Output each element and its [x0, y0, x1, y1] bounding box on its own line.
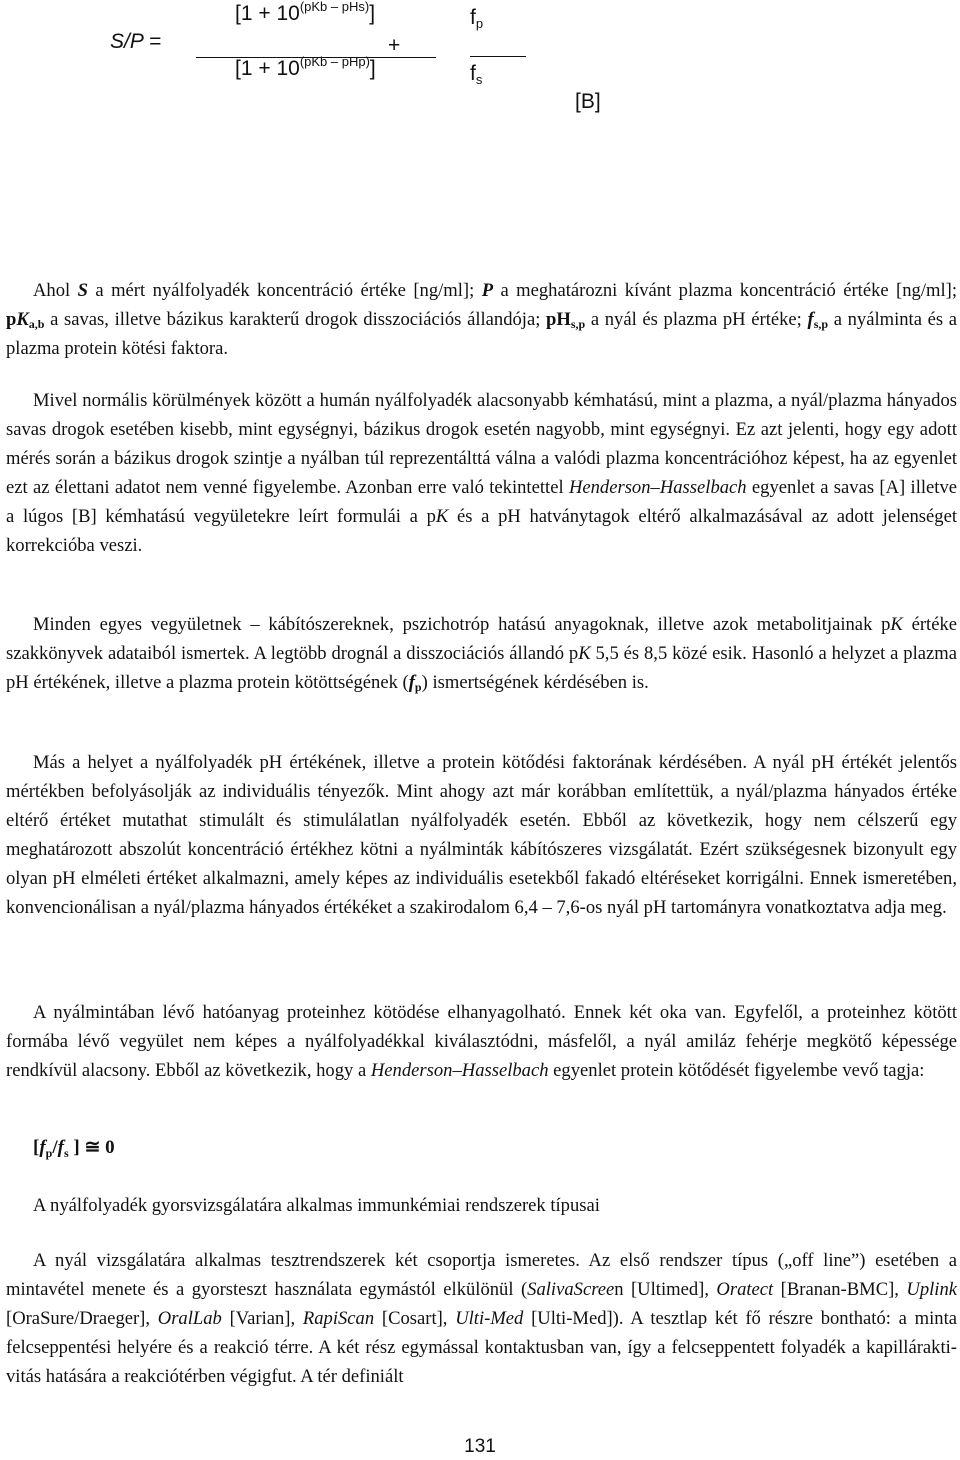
formula-sp-label [110, 30, 161, 54]
formula-bot-open: [1 + 10 [235, 57, 300, 80]
p2-henderson-hasselbach: Henderson–Hasselbach [568, 477, 747, 498]
p7-text-3: [Branan-BMC], [773, 1279, 907, 1300]
p3-symbol-f: f [408, 672, 415, 693]
p3-symbol-k1: K [890, 614, 903, 635]
p1-text-6: a nyálminta és a plazma protein kötési faktora. [6, 309, 958, 359]
p1-text-1: Ahol [33, 280, 78, 301]
p5-text-2: egyenlet protein kötődését figyelembe vevő tagja: [548, 1060, 925, 1081]
formula-block [0, 0, 960, 130]
eq2-f1: f [39, 1137, 46, 1158]
p5-henderson-hasselbach: Henderson–Hasselbach [370, 1060, 549, 1081]
eq2-approx: ≅ 0 [79, 1137, 115, 1158]
formula-plus: + [388, 34, 401, 57]
p7-brand-oratect: Oratect [716, 1279, 774, 1300]
p1-symbol-f: f [807, 309, 814, 330]
section-heading: A nyálfolyadék gyorsvizsgálatára alkalmas immunkémiai rendszerek típusai [33, 1195, 600, 1216]
eq2-f2: f [57, 1137, 64, 1158]
formula-top-close: ] [369, 2, 376, 25]
p5-text-1: A nyálmintában lévő hatóanyag proteinhez kötödése elhanyagolható. Ennek két oka van. Egyfelől, a proteinhez kötött formába lévő vegyület nem képes a nyálfolyadékkal kiválasztódni, másfelől, a nyál amiláz fehérje megkötő képessége rendkívül alacsony. Ebből az következik, hogy a [6, 1002, 957, 1081]
p2-text-2: egyenlet a savas [A] illetve a lúgos [B] kémhatású vegyületekre leírt formulái a p [6, 477, 958, 527]
formula-top-exponent: (pKb – pHs) [299, 0, 370, 14]
p1-text-5: a nyál és plazma pH értéke; [585, 309, 808, 330]
p7-text-7: [Ulti-Med]). A tesztlap két fő részre bontható: a minta felcseppentési helyére és a reakció térre. A két rész egymással kontaktusban van, így a felcseppentett folyadék a kapilláraktivitás hatására a reakciótérben végigfut. A tér definiált [6, 1308, 958, 1387]
eq2-sub1: p [45, 1146, 53, 1160]
p1-symbol-ph: pH [546, 309, 571, 330]
paragraph-saliva-ph: Más a helyet a nyálfolyadék pH értékének, illetve a protein kötődési faktorának kérdésében. A nyál pH értékét jelentős mértékben befolyásolják az individuális tényezők. Mint ahogy azt már korábban említettük, a nyál/plazma hányados értéke eltérő értéket mutathat stimulált és stimulálatlan nyálfolyadék esetén. Ebből az következik, hogy nem célszerű egy meghatározott abszolút koncentráció értékhez kötni a nyálminták kábítószeres vizsgálatát. Ezért szükségesnek bizonyult egy olyan pH elméleti értéket alkalmazni, amely képes az individuális esetekből fakadó eltéréseket korrigálni. Ennek ismeretében, konvencionálisan a nyál/plazma hányados értékéket a szakirodalom 6,4 – 7,6-os nyál pH tartományra vonatkoztatva adja meg. [6, 752, 957, 918]
p7-text-4: [OraSure/Draeger], [6, 1308, 158, 1329]
formula-fs [470, 62, 482, 86]
formula-sp-text: S/P = [110, 30, 162, 53]
formula-fs-sub: s [475, 72, 483, 87]
eq2-open: [ [33, 1137, 40, 1158]
p1-symbol-s: S [77, 280, 88, 301]
page-number: 131 [464, 1436, 496, 1457]
p1-symbol-p: P [481, 280, 494, 301]
p2-text-3: és a pH hatványtagok eltérő alkalmazásával az adott jelenséget korrekcióba veszi. [6, 506, 957, 556]
formula-fp-sub: p [475, 16, 484, 31]
p1-text-4: a savas, illetve bázikus karakterű drogok disszociációs állandója; [44, 309, 547, 330]
p3-text-1: Minden egyes vegyületnek – kábítószereknek, pszichotróp hatású anyagoknak, illetve azok metabolitjainak p [33, 614, 891, 635]
p1-text-2: a mért nyálfolyadék koncentráció értéke [ng/ml]; [87, 280, 482, 301]
formula-denominator [235, 54, 376, 81]
p7-text-5: [Varian], [221, 1308, 303, 1329]
p3-text-2: értéke szakkönyvek adataiból ismertek. A legtöbb drognál a disszociációs állandó p [6, 614, 958, 664]
fraction-line-right [470, 56, 526, 57]
eq2-close: ] [68, 1137, 80, 1158]
p7-brand-rapiscan: RapiScan [302, 1308, 375, 1329]
formula-numerator [235, 2, 375, 26]
p7-text-1: A nyál vizsgálatára alkalmas tesztrendszerek két csoportja ismeretes. Az első rendszer típus („off line”) esetében a mintavétel menete és a gyorsteszt használata egymástól elkülönül ( [6, 1250, 957, 1300]
p1-symbol-f-sub: s,p [813, 317, 829, 331]
p2-symbol-k: K [435, 506, 449, 527]
paragraph-test-systems [6, 1246, 957, 1391]
protein-binding-equation [33, 1136, 115, 1159]
p7-brand-orallab: OralLab [157, 1308, 222, 1329]
p2-text-1: Mivel normális körülmények között a humán nyálfolyadék alacsonyabb kémhatású, mint a plazma, a nyál/plazma hányados savas drogok esetében kisebb, mint egységnyi, bázikus drogok esetén nagyobb, mint egységnyi. Ez azt jelenti, hogy egy adott mérés során a bázikus drogok szintje a nyálban túl reprezentálttá válna a valódi plazma koncentrációhoz képest, ha az egyenlet ezt az élettani adatot nem venné figyelembe. Azonban erre való tekintettel [6, 390, 957, 498]
p3-symbol-f-sub: p [414, 680, 422, 694]
p7-brand-uplink: Uplink [906, 1279, 957, 1300]
formula-label: [B] [575, 90, 601, 113]
formula-fp-f: f [470, 6, 476, 29]
formula-bot-close: ] [369, 57, 376, 80]
paragraph-pk-values [6, 610, 957, 697]
p3-text-3: 5,5 és 8,5 közé esik. Hasonló a helyzet a plazma pH értékének, illetve a plazma protein kötöttségének ( [6, 643, 957, 693]
formula-top-open: [1 + 10 [235, 2, 300, 25]
paragraph-protein-binding [6, 998, 957, 1085]
paragraph-definitions [6, 276, 957, 363]
p1-text-3: a meghatározni kívánt plazma koncentráció értéke [ng/ml]; [493, 280, 957, 301]
p1-symbol-pk-p: p [6, 309, 17, 330]
formula-fp [470, 6, 483, 30]
p3-text-4: ) ismertségének kérdésében is. [421, 672, 649, 693]
p7-brand-salivascreen: SalivaScree [527, 1279, 615, 1300]
eq2-slash: / [52, 1137, 58, 1158]
formula-fs-f: f [470, 62, 476, 85]
p1-symbol-pk-sub: a,b [28, 317, 45, 331]
eq2-sub2: s [63, 1146, 69, 1160]
p1-symbol-ph-sub: s,p [570, 317, 586, 331]
p7-text-6: [Cosart], [374, 1308, 456, 1329]
p7-text-2: [Ultimed], [623, 1279, 717, 1300]
paragraph-ph-explanation [6, 386, 957, 560]
p7-brand-ultimed: Ulti-Med [455, 1308, 524, 1329]
formula-bot-exponent: (pKb – pHp) [299, 54, 370, 69]
p7-brand-salivascreen-tail: n [614, 1279, 624, 1300]
p1-symbol-pk-k: K [16, 309, 29, 330]
p3-symbol-k2: K [578, 643, 591, 664]
